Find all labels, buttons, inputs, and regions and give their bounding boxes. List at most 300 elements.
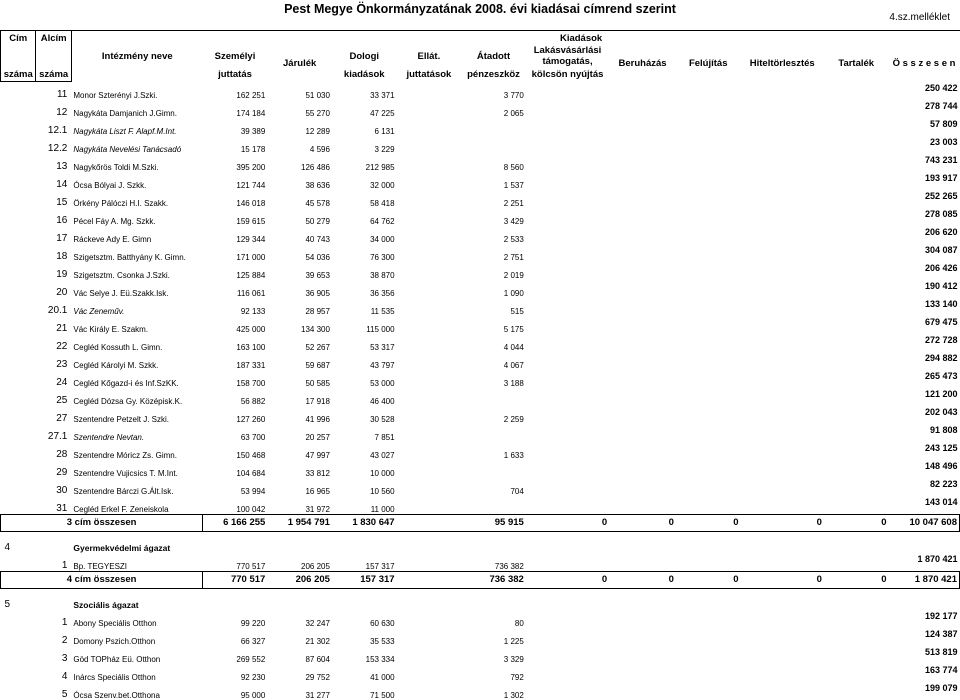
felujitas-value: [676, 352, 741, 370]
jarulek-value: 47 997: [305, 450, 330, 460]
annex-label: 4.sz.melléklet: [889, 12, 950, 23]
szemelyi-value: 63 700: [240, 432, 266, 442]
row-number: 4: [61, 670, 68, 682]
atadott-value: 4 067: [503, 360, 524, 370]
szemelyi-value: 53 994: [240, 486, 266, 496]
table-row: [1, 280, 960, 298]
col-szemelyi: Személyi: [214, 50, 256, 62]
expense-table: [0, 30, 960, 700]
ellat-value: [397, 664, 462, 682]
row-number: 16: [56, 214, 68, 226]
atadott-value: 2 065: [503, 108, 524, 118]
lakas-value: [526, 82, 609, 100]
osszesen-value: 252 265: [924, 190, 958, 201]
atadott-value: 2 019: [503, 270, 524, 280]
summary-osszesen: 10 047 608: [889, 514, 960, 531]
table-row: [1, 478, 960, 496]
osszesen-value: 190 412: [924, 280, 958, 291]
cim-cell: [1, 610, 36, 628]
ellat-value: [397, 262, 462, 280]
felujitas-value: [676, 460, 741, 478]
jarulek-value: 29 752: [305, 672, 330, 682]
szemelyi-value: 269 552: [236, 654, 266, 664]
ellat-value: [397, 280, 462, 298]
hitel-value: [741, 172, 824, 190]
section-label: Gyermekvédelmi ágazat: [73, 542, 171, 553]
row-number: 25: [56, 394, 68, 406]
summary-label: 3 cím összesen: [1, 514, 203, 531]
table-row: [1, 334, 960, 352]
dologi-value: 10 000: [370, 468, 395, 478]
szemelyi-value: 150 468: [236, 450, 266, 460]
jarulek-value: 51 030: [305, 90, 330, 100]
col-cim: Cím: [1, 31, 36, 46]
jarulek-value: 50 585: [305, 378, 330, 388]
atadott-value: 3 429: [503, 216, 524, 226]
cim-cell: [1, 118, 36, 136]
felujitas-value: [676, 553, 741, 572]
tartalek-value: [824, 682, 889, 700]
szemelyi-value: 92 133: [240, 306, 266, 316]
table-row: [1, 82, 960, 100]
table-row: [1, 424, 960, 442]
cim-cell: [1, 316, 36, 334]
ellat-value: [397, 478, 462, 496]
row-number: 24: [56, 376, 68, 388]
atadott-value: 736 382: [494, 561, 524, 571]
row-number: 29: [56, 466, 68, 478]
lakas-value: [526, 442, 609, 460]
atadott-value: 80: [514, 618, 524, 628]
ellat-value: [397, 424, 462, 442]
atadott-value: [461, 496, 526, 515]
atadott-value: 2 533: [503, 234, 524, 244]
atadott-value: 5 175: [503, 324, 524, 334]
table-row: [1, 496, 960, 515]
tartalek-value: [824, 190, 889, 208]
beruhazas-value: [609, 208, 676, 226]
jarulek-value: 38 636: [305, 180, 330, 190]
col-felujitas: Felújítás: [688, 57, 728, 69]
institution-name: Monor Szterényi J.Szki.: [73, 90, 158, 100]
summary-felujitas: 0: [676, 571, 741, 588]
osszesen-value: 192 177: [924, 610, 958, 621]
szemelyi-value: 162 251: [236, 90, 266, 100]
cim-cell: [1, 628, 36, 646]
section-row: [1, 595, 960, 610]
row-number: 14: [56, 178, 68, 190]
summary-lakas: 0: [526, 571, 609, 588]
cim-cell: [1, 352, 36, 370]
dologi-value: 76 300: [370, 252, 395, 262]
ellat-value: [397, 316, 462, 334]
ellat-value: [397, 334, 462, 352]
institution-name: Szentendre Móricz Zs. Gimn.: [73, 450, 177, 460]
beruhazas-value: [609, 628, 676, 646]
jarulek-value: 16 965: [305, 486, 330, 496]
lakas-value: [526, 664, 609, 682]
jarulek-value: 32 247: [305, 618, 330, 628]
cim-cell: [1, 370, 36, 388]
lakas-value: [526, 610, 609, 628]
institution-name: Nagykáta Damjanich J.Gimn.: [73, 108, 177, 118]
section-alcim: [36, 595, 71, 610]
institution-name: Szentendre Bárczi G.Ált.Isk.: [73, 486, 174, 496]
szemelyi-value: 395 200: [236, 162, 266, 172]
hitel-value: [741, 424, 824, 442]
table-row: [1, 208, 960, 226]
jarulek-value: 31 972: [305, 504, 330, 514]
dologi-value: 58 418: [370, 198, 395, 208]
row-number: 15: [56, 196, 68, 208]
szemelyi-value: 15 178: [240, 144, 266, 154]
summary-ellat: [397, 514, 462, 531]
col-lakas: Lakásvásárlási támogatás,: [533, 45, 602, 67]
cim-cell: [1, 244, 36, 262]
summary-ellat: [397, 571, 462, 588]
jarulek-value: 20 257: [305, 432, 330, 442]
osszesen-value: 124 387: [924, 628, 958, 639]
hitel-value: [741, 664, 824, 682]
row-number: 13: [56, 160, 68, 172]
atadott-value: [461, 424, 526, 442]
hitel-value: [741, 262, 824, 280]
summary-osszesen: 1 870 421: [889, 571, 960, 588]
dologi-value: 6 131: [374, 126, 395, 136]
osszesen-value: 272 728: [924, 334, 958, 345]
ellat-value: [397, 460, 462, 478]
tartalek-value: [824, 208, 889, 226]
atadott-value: [461, 388, 526, 406]
beruhazas-value: [609, 100, 676, 118]
ellat-value: [397, 388, 462, 406]
tartalek-value: [824, 82, 889, 100]
institution-name: Szigetsztm. Batthyány K. Gimn.: [73, 252, 186, 262]
szemelyi-value: 163 100: [236, 342, 266, 352]
cim-cell: [1, 172, 36, 190]
osszesen-value: 91 808: [929, 424, 958, 435]
osszesen-value: 23 003: [929, 136, 958, 147]
dologi-value: 10 560: [370, 486, 395, 496]
dologi-value: 153 334: [365, 654, 395, 664]
institution-name: Vác Selye J. Eü.Szakk.Isk.: [73, 288, 169, 298]
row-number: 27: [56, 412, 68, 424]
summary-hitel: 0: [741, 571, 824, 588]
szemelyi-value: 129 344: [236, 234, 266, 244]
dologi-value: 115 000: [366, 324, 395, 334]
szemelyi-value: 121 744: [236, 180, 266, 190]
dologi-value: 30 528: [370, 414, 395, 424]
summary-beruhazas: 0: [609, 571, 676, 588]
atadott-value: 2 251: [503, 198, 524, 208]
institution-name: Nagykáta Nevelési Tanácsadó: [73, 144, 182, 154]
jarulek-value: 17 918: [305, 396, 330, 406]
row-number: 31: [56, 502, 68, 514]
cim-cell: [1, 262, 36, 280]
beruhazas-value: [609, 316, 676, 334]
osszesen-value: 1 870 421: [917, 553, 958, 564]
osszesen-value: 250 422: [924, 82, 958, 93]
ellat-value: [397, 442, 462, 460]
section-row: [1, 538, 960, 553]
beruhazas-value: [609, 664, 676, 682]
lakas-value: [526, 190, 609, 208]
cim-cell: [1, 664, 36, 682]
felujitas-value: [676, 208, 741, 226]
hitel-value: [741, 553, 824, 572]
jarulek-value: 45 578: [305, 198, 330, 208]
lakas-value: [526, 478, 609, 496]
atadott-value: 3 188: [503, 378, 524, 388]
felujitas-value: [676, 316, 741, 334]
col-beruhazas: Beruházás: [618, 57, 667, 69]
szemelyi-value: 56 882: [240, 396, 266, 406]
table-row: [1, 664, 960, 682]
summary-lakas: 0: [526, 514, 609, 531]
institution-name: Vác Király E. Szakm.: [73, 324, 149, 334]
jarulek-value: 21 302: [305, 636, 330, 646]
beruhazas-value: [609, 553, 676, 572]
hitel-value: [741, 208, 824, 226]
tartalek-value: [824, 316, 889, 334]
tartalek-value: [824, 664, 889, 682]
lakas-value: [526, 262, 609, 280]
table-row: [1, 646, 960, 664]
institution-name: Szigetsztm. Csonka J.Szki.: [73, 270, 170, 280]
szemelyi-value: 159 615: [236, 216, 266, 226]
table-row: [1, 226, 960, 244]
szemelyi-value: 425 000: [236, 324, 266, 334]
row-number: 30: [56, 484, 68, 496]
table-row: [1, 262, 960, 280]
institution-name: Cegléd Kossuth L. Gimn.: [73, 342, 163, 352]
osszesen-value: 143 014: [924, 496, 958, 507]
felujitas-value: [676, 82, 741, 100]
felujitas-value: [676, 388, 741, 406]
cim-cell: [1, 154, 36, 172]
dologi-value: 11 000: [370, 504, 395, 514]
atadott-value: 3 329: [503, 654, 524, 664]
ellat-value: [397, 226, 462, 244]
ellat-value: [397, 646, 462, 664]
summary-atadott: 736 382: [461, 571, 526, 588]
cim-cell: [1, 553, 36, 572]
hitel-value: [741, 682, 824, 700]
beruhazas-value: [609, 154, 676, 172]
table-row: [1, 628, 960, 646]
dologi-value: 64 762: [370, 216, 395, 226]
lakas-value: [526, 136, 609, 154]
table-row: [1, 370, 960, 388]
tartalek-value: [824, 424, 889, 442]
ellat-value: [397, 628, 462, 646]
institution-name: Cegléd Kőgazd-i és Inf.SzKK.: [73, 378, 179, 388]
table-row: [1, 553, 960, 572]
cim-cell: [1, 226, 36, 244]
cim-cell: [1, 406, 36, 424]
lakas-value: [526, 628, 609, 646]
institution-name: Cegléd Erkel F. Zeneiskola: [73, 504, 169, 514]
osszesen-value: 82 223: [929, 478, 958, 489]
institution-name: Nagykáta Liszt F. Alapf.M.Int.: [73, 126, 177, 136]
jarulek-value: 28 957: [305, 306, 330, 316]
felujitas-value: [676, 280, 741, 298]
tartalek-value: [824, 298, 889, 316]
tartalek-value: [824, 352, 889, 370]
section-number: 5: [4, 598, 11, 610]
osszesen-value: 163 774: [924, 664, 958, 675]
summary-jarulek: 206 205: [267, 571, 332, 588]
summary-row: [1, 514, 960, 531]
osszesen-value: 57 809: [929, 118, 958, 129]
institution-name: Ócsa Szenv.bet.Otthona: [73, 690, 160, 700]
beruhazas-value: [609, 280, 676, 298]
hitel-value: [741, 352, 824, 370]
summary-tartalek: 0: [824, 571, 889, 588]
atadott-value: 2 259: [503, 414, 524, 424]
lakas-value: [526, 370, 609, 388]
atadott-value: 792: [510, 672, 524, 682]
row-number: 21: [56, 322, 68, 334]
lakas-value: [526, 424, 609, 442]
ellat-value: [397, 172, 462, 190]
atadott-value: [461, 136, 526, 154]
felujitas-value: [676, 628, 741, 646]
ellat-value: [397, 496, 462, 515]
beruhazas-value: [609, 496, 676, 515]
row-number: 12.1: [47, 124, 68, 136]
hitel-value: [741, 100, 824, 118]
dologi-value: 35 533: [370, 636, 395, 646]
beruhazas-value: [609, 478, 676, 496]
tartalek-value: [824, 136, 889, 154]
tartalek-value: [824, 370, 889, 388]
row-number: 12: [56, 106, 68, 118]
dologi-value: 46 400: [370, 396, 395, 406]
summary-szemelyi: 6 166 255: [203, 514, 268, 531]
hitel-value: [741, 610, 824, 628]
cim-cell: [1, 82, 36, 100]
beruhazas-value: [609, 262, 676, 280]
hitel-value: [741, 280, 824, 298]
row-number: 18: [56, 250, 68, 262]
dologi-value: 33 371: [370, 90, 395, 100]
beruhazas-value: [609, 352, 676, 370]
atadott-value: 704: [510, 486, 524, 496]
summary-beruhazas: 0: [609, 514, 676, 531]
row-number: 2: [61, 634, 68, 646]
beruhazas-value: [609, 646, 676, 664]
section-number: 4: [4, 541, 11, 553]
institution-name: Ócsa Bólyai J. Szkk.: [73, 180, 147, 190]
row-number: 27.1: [47, 430, 68, 442]
szemelyi-value: 770 517: [236, 561, 266, 571]
institution-name: Nagykőrös Toldi M.Szki.: [73, 162, 159, 172]
hitel-value: [741, 154, 824, 172]
col-jarulek: Járulék: [283, 57, 317, 69]
ellat-value: [397, 298, 462, 316]
cim-cell: [1, 424, 36, 442]
institution-name: Örkény Pálóczi H.I. Szakk.: [73, 198, 169, 208]
col-alcim: Alcím: [36, 31, 71, 46]
atadott-value: [461, 460, 526, 478]
felujitas-value: [676, 118, 741, 136]
osszesen-value: 294 882: [924, 352, 958, 363]
ellat-value: [397, 352, 462, 370]
felujitas-value: [676, 370, 741, 388]
szemelyi-value: 66 327: [240, 636, 266, 646]
institution-name: Cegléd Dózsa Gy. Középisk.K.: [73, 396, 183, 406]
szemelyi-value: 146 018: [236, 198, 266, 208]
jarulek-value: 206 205: [301, 561, 330, 571]
tartalek-value: [824, 334, 889, 352]
lakas-value: [526, 682, 609, 700]
szemelyi-value: 171 000: [236, 252, 266, 262]
institution-name: Ráckeve Ady E. Gimn: [73, 234, 152, 244]
summary-dologi: 157 317: [332, 571, 397, 588]
tartalek-value: [824, 478, 889, 496]
hitel-value: [741, 370, 824, 388]
row-number: 1: [61, 616, 68, 628]
dologi-value: 47 225: [370, 108, 395, 118]
row-number: 1: [61, 559, 68, 571]
tartalek-value: [824, 154, 889, 172]
jarulek-value: 39 653: [305, 270, 330, 280]
tartalek-value: [824, 610, 889, 628]
jarulek-value: 59 687: [305, 360, 330, 370]
felujitas-value: [676, 442, 741, 460]
ellat-value: [397, 118, 462, 136]
beruhazas-value: [609, 172, 676, 190]
osszesen-value: 743 231: [924, 154, 958, 165]
cim-cell: [1, 496, 36, 515]
hitel-value: [741, 478, 824, 496]
jarulek-value: 33 812: [305, 468, 330, 478]
institution-name: Szentendre Nevtan.: [73, 432, 145, 442]
tartalek-value: [824, 442, 889, 460]
table-row: [1, 136, 960, 154]
jarulek-value: 40 743: [305, 234, 330, 244]
hitel-value: [741, 628, 824, 646]
institution-name: Pécel Fáy A. Mg. Szkk.: [73, 216, 156, 226]
dologi-value: 11 535: [370, 306, 395, 316]
szemelyi-value: 95 000: [240, 690, 266, 700]
lakas-value: [526, 406, 609, 424]
hitel-value: [741, 190, 824, 208]
ellat-value: [397, 244, 462, 262]
hitel-value: [741, 334, 824, 352]
lakas-value: [526, 388, 609, 406]
dologi-value: 60 630: [370, 618, 395, 628]
tartalek-value: [824, 172, 889, 190]
cim-cell: [1, 136, 36, 154]
ellat-value: [397, 610, 462, 628]
dologi-value: 53 000: [370, 378, 395, 388]
beruhazas-value: [609, 190, 676, 208]
beruhazas-value: [609, 244, 676, 262]
jarulek-value: 134 300: [301, 324, 330, 334]
hitel-value: [741, 646, 824, 664]
cim-cell: [1, 682, 36, 700]
row-number: 3: [61, 652, 68, 664]
jarulek-value: 50 279: [305, 216, 330, 226]
row-number: 17: [56, 232, 68, 244]
summary-dologi: 1 830 647: [332, 514, 397, 531]
row-number: 23: [56, 358, 68, 370]
table-row: [1, 352, 960, 370]
felujitas-value: [676, 100, 741, 118]
summary-row: [1, 571, 960, 588]
